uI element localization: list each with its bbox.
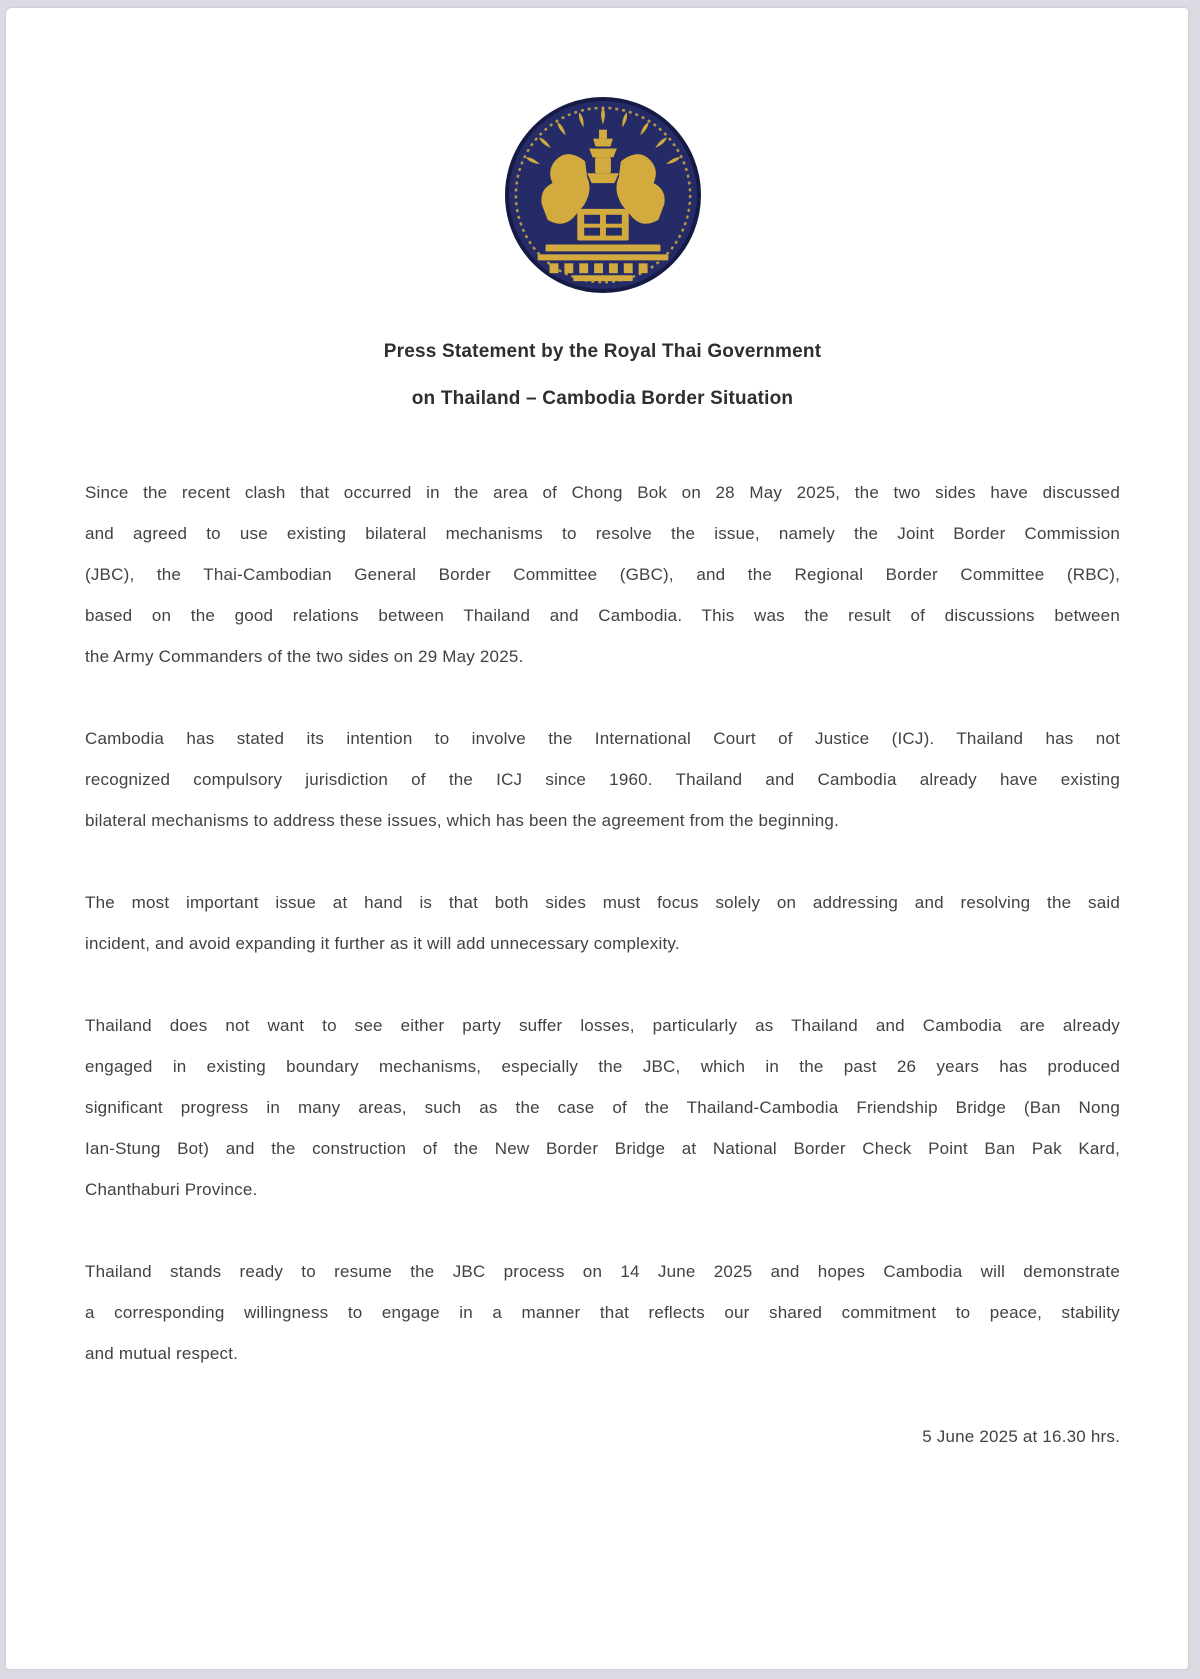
text-line: engaged in existing boundary mechanisms, especially the JBC, which in the past 26 years has produced bbox=[85, 1057, 1120, 1076]
text-line: recognized compulsory jurisdiction of the ICJ since 1960. Thailand and Cambodia already have existing bbox=[85, 770, 1120, 789]
text-line: incident, and avoid expanding it further as it will add unnecessary complexity. bbox=[85, 934, 680, 953]
emblem-container bbox=[85, 8, 1120, 296]
text-line: (JBC), the Thai-Cambodian General Border Committee (GBC), and the Regional Border Committee (RBC), bbox=[85, 565, 1120, 584]
text-line: based on the good relations between Thailand and Cambodia. This was the result of discussions between bbox=[85, 606, 1120, 625]
text-line: bilateral mechanisms to address these issues, which has been the agreement from the beginning. bbox=[85, 811, 839, 830]
text-line: and agreed to use existing bilateral mechanisms to resolve the issue, namely the Joint Border Commission bbox=[85, 524, 1120, 543]
text-line: significant progress in many areas, such as the case of the Thailand-Cambodia Friendship Bridge (Ban Nong bbox=[85, 1098, 1120, 1117]
text-line: and mutual respect. bbox=[85, 1344, 239, 1363]
royal-thai-government-seal-icon bbox=[504, 96, 702, 294]
title-line-1: Press Statement by the Royal Thai Government bbox=[383, 341, 822, 362]
text-line: the Army Commanders of the two sides on 29 May 2025. bbox=[85, 647, 524, 666]
document-page bbox=[6, 8, 1188, 1669]
text-line: Since the recent clash that occurred in the area of Chong Bok on 28 May 2025, the two sides have discussed bbox=[85, 483, 1120, 502]
text-line: Cambodia has stated its intention to involve the International Court of Justice (ICJ). Thailand has not bbox=[85, 729, 1120, 748]
text-line: Ian-Stung Bot) and the construction of the New Border Bridge at National Border Check Point Ban Pak Kard, bbox=[85, 1139, 1120, 1158]
title-line-2: on Thailand – Cambodia Border Situation bbox=[411, 388, 794, 409]
text-line: Thailand stands ready to resume the JBC process on 14 June 2025 and hopes Cambodia will demonstrate bbox=[85, 1262, 1120, 1281]
paragraph-1 bbox=[85, 472, 1120, 677]
text-line: Thailand does not want to see either party suffer losses, particularly as Thailand and Cambodia are already bbox=[85, 1016, 1120, 1035]
dateline: 5 June 2025 at 16.30 hrs. bbox=[922, 1427, 1120, 1446]
document-body bbox=[85, 472, 1120, 1374]
text-line: a corresponding willingness to engage in a manner that reflects our shared commitment to peace, stability bbox=[85, 1303, 1120, 1322]
text-line: The most important issue at hand is that both sides must focus solely on addressing and resolving the said bbox=[85, 893, 1120, 912]
paragraph-5 bbox=[85, 1251, 1120, 1374]
paragraph-4 bbox=[85, 1005, 1120, 1210]
document-title bbox=[85, 328, 1120, 422]
paragraph-2 bbox=[85, 718, 1120, 841]
paragraph-3 bbox=[85, 882, 1120, 964]
text-line: Chanthaburi Province. bbox=[85, 1180, 258, 1199]
document-content bbox=[6, 8, 1188, 1457]
